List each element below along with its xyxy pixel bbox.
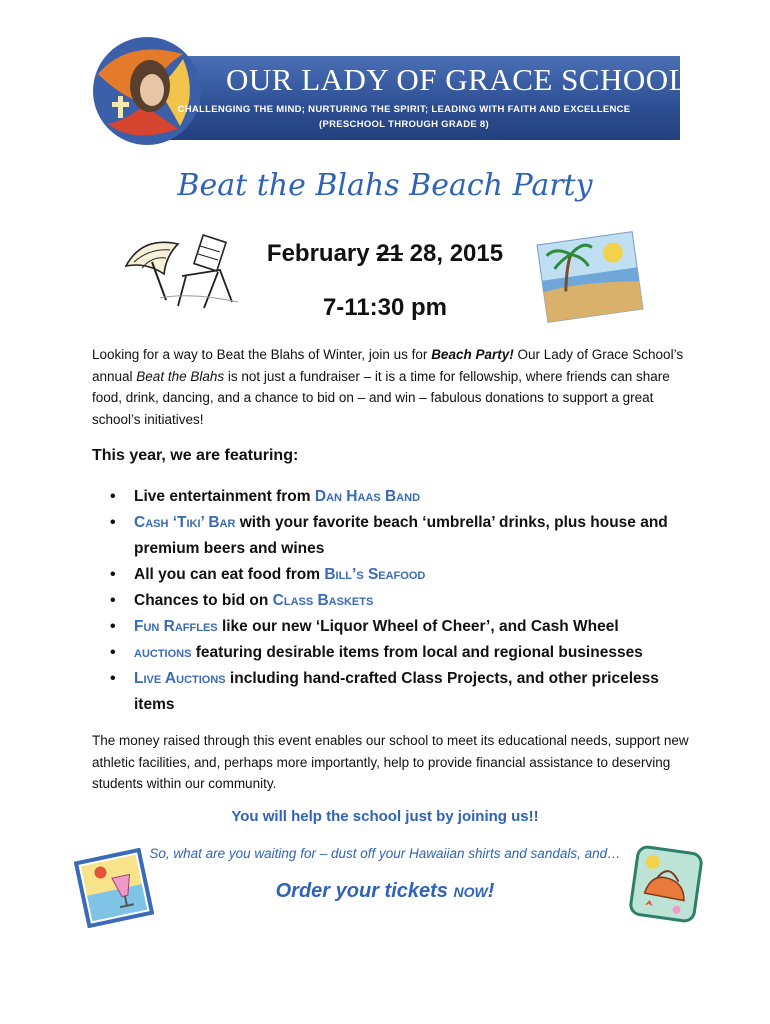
date-rest: 28, 2015: [409, 240, 504, 267]
event-time: 7-11:30 pm: [322, 294, 448, 321]
feature-text: like our new ‘Liquor Wheel of Cheer’, and Cash Wheel: [217, 618, 619, 635]
feature-highlight: Bill’s Seafood: [324, 566, 426, 583]
intro-text-3: is not just a fundraiser – it is a time for fellowship, where friends can share food, drink, dancing, and a chance to bid on – and win – fabulous donations to support a great school’s initiatives!: [92, 368, 670, 427]
feature-text: including hand-crafted Class Projects, and other priceless items: [134, 670, 659, 713]
intro-text-1: Looking for a way to Beat the Blahs of Winter, join us for: [92, 347, 432, 362]
feature-text: featuring desirable items from local and regional businesses: [191, 644, 643, 661]
list-item: [108, 666, 698, 718]
intro-beat-the-blahs: Beat the Blahs: [136, 368, 225, 384]
order-exclaim: !: [487, 880, 495, 902]
list-item: [108, 614, 698, 640]
palm-beach-icon: [534, 228, 646, 326]
school-name: OUR LADY OF GRACE SCHOOL: [226, 62, 689, 97]
feature-text: with your favorite beach ‘umbrella’ drinks, plus house and premium beers and wines: [134, 514, 668, 557]
waiting-line: So, what are you waiting for – dust off your Hawaiian shirts and sandals, and…: [149, 846, 621, 861]
intro-paragraph: [92, 344, 692, 430]
feature-highlight: Dan Haas Band: [314, 488, 421, 505]
school-grades: (PRESCHOOL THROUGH GRADE 8): [319, 119, 489, 130]
school-crest-icon: [88, 34, 206, 148]
list-item: [108, 510, 698, 562]
feature-text: Live entertainment from: [134, 488, 315, 505]
date-month: February: [266, 240, 370, 267]
closing-paragraph: The money raised through this event enables our school to meet its educational needs, support new athletic facilities, and, perhaps more importantly, help to provide financial assistance to deserving students within our community.: [92, 733, 689, 791]
date-struck: 21: [376, 240, 403, 267]
school-tagline: CHALLENGING THE MIND; NURTURING THE SPIRIT; LEADING WITH FAITH AND EXCELLENCE: [177, 104, 631, 115]
features-list: [108, 484, 698, 718]
intro-beach-party: Beach Party!: [431, 347, 514, 362]
feature-highlight: Cash ‘Tiki’ Bar: [134, 514, 236, 531]
feature-text: All you can eat food from: [134, 566, 325, 583]
list-item: [108, 484, 698, 510]
list-item: [108, 588, 698, 614]
features-heading: This year, we are featuring:: [92, 447, 299, 464]
order-text: Order your tickets: [275, 880, 454, 902]
feature-highlight: auctions: [134, 644, 192, 661]
list-item: [108, 640, 698, 666]
list-item: [108, 562, 698, 588]
intro-text-2: Our Lady of Grace School’s annual: [92, 347, 684, 384]
school-banner: [86, 32, 689, 150]
help-line: You will help the school just by joining us!!: [231, 808, 539, 825]
order-now: now: [453, 880, 488, 902]
feature-highlight: Fun Raffles: [134, 618, 218, 635]
feature-highlight: Class Baskets: [272, 592, 374, 609]
feature-text: Chances to bid on: [134, 592, 273, 609]
beach-bag-icon: [628, 844, 704, 924]
feature-highlight: Live Auctions: [134, 670, 226, 687]
event-title: Beat the Blahs Beach Party: [177, 168, 593, 203]
